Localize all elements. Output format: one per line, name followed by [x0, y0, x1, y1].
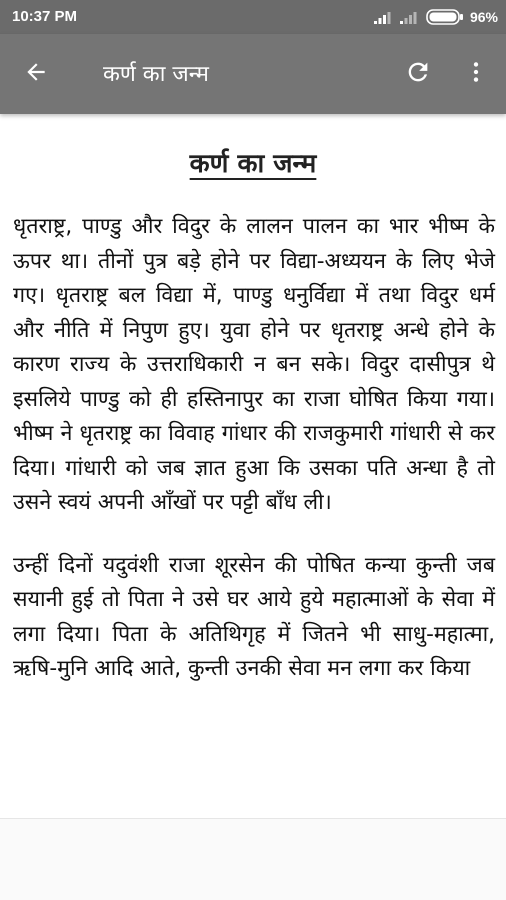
article-title: कर्ण का जन्म: [189, 149, 317, 179]
status-icons: [374, 7, 498, 27]
more-vert-icon: [463, 59, 489, 89]
refresh-button[interactable]: [396, 52, 440, 96]
battery-percent: 96%: [469, 9, 498, 25]
signal-icon: [374, 10, 394, 24]
toolbar-title: कर्ण का जन्म: [103, 62, 209, 87]
article-content[interactable]: [0, 114, 506, 818]
status-bar: [0, 0, 506, 34]
bottom-blank-area: [0, 818, 506, 900]
back-button[interactable]: [14, 52, 58, 96]
battery-icon: [426, 9, 464, 25]
article-paragraph: धृतराष्ट्र, पाण्डु और विदुर के लालन पालन का भार भीष्म के ऊपर था। तीनों पुत्र बड़े होने पर विद्या-अध्ययन के लिए भेजे गए। धृतराष्ट्र बल विद्या में, पाण्डु धनुर्विद्या में तथा विदुर धर्म और नीति में निपुण हुए। युवा होने पर धृतराष्ट्र अन्धे होने के कारण राज्य के उत्तराधिकारी न बन सके। विदुर दासीपुत्र थे इसलिये पाण्डु को ही हस्तिनापुर का राजा घोषित किया गया। भीष्म ने धृतराष्ट्र का विवाह गांधार की राजकुमारी गांधारी से कर दिया। गांधारी को जब ज्ञात हुआ कि उसका पति अन्धा है तो उसने स्वयं अपनी आँखों पर पट्टी बाँध ली।: [13, 214, 495, 515]
signal-icon: [400, 10, 420, 24]
more-options-button[interactable]: [454, 52, 498, 96]
article-paragraph: उन्हीं दिनों यदुवंशी राजा शूरसेन की पोषित कन्या कुन्ती जब सयानी हुई तो पिता ने उसे घर आये हुये महात्माओं के सेवा में लगा दिया। पिता के अतिथिगृह में जितने भी साधु-महात्मा, ऋषि-मुनि आदि आते, कुन्ती उनकी सेवा मन लगा कर किया: [13, 552, 495, 681]
refresh-icon: [404, 58, 432, 90]
status-time: 10:37 PM: [12, 8, 78, 25]
article-body: [13, 210, 495, 715]
back-arrow-icon: [23, 59, 49, 89]
toolbar: [0, 34, 506, 114]
